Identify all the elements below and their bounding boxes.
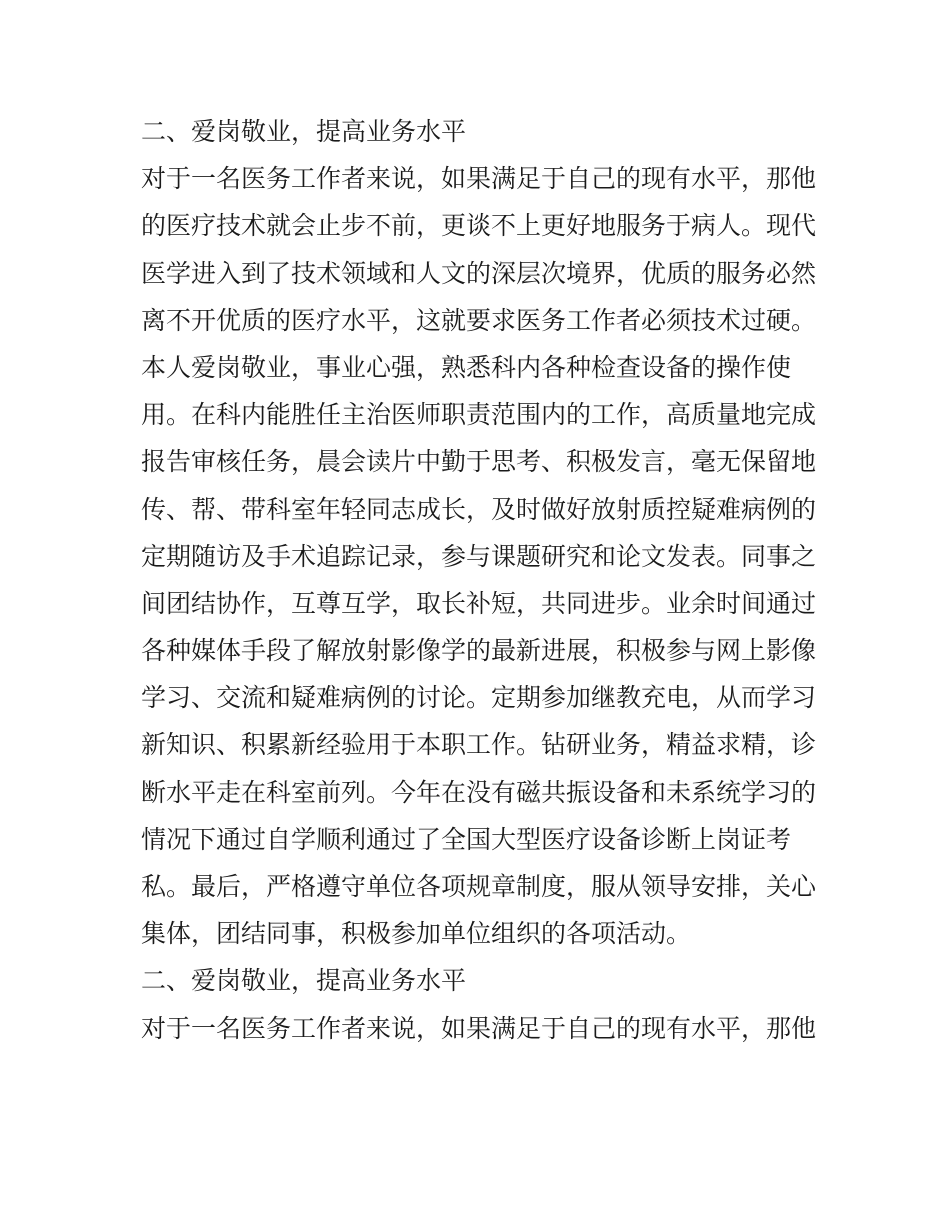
paragraph-line: 传、帮、带科室年轻同志成长，及时做好放射质控疑难病例的 — [141, 494, 817, 524]
paragraph-line: 对于一名医务工作者来说，如果满足于自己的现有水平，那他 — [141, 1013, 817, 1043]
paragraph-line: 报告审核任务，晨会读片中勤于思考、积极发言，毫无保留地 — [141, 447, 817, 477]
paragraph-line: 用。在科内能胜任主治医师职责范围内的工作，高质量地完成 — [141, 400, 817, 430]
document-body — [141, 108, 821, 1052]
paragraph-line: 私。最后，严格遵守单位各项规章制度，服从领导安排，关心 — [141, 872, 817, 901]
paragraph-line: 对于一名医务工作者来说，如果满足于自己的现有水平，那他 — [141, 164, 817, 194]
paragraph-line: 集体，团结同事，积极参加单位组织的各项活动。 — [141, 919, 692, 949]
section-heading: 二、爱岗敬业，提高业务水平 — [141, 117, 467, 146]
paragraph-line: 断水平走在科室前列。今年在没有磁共振设备和未系统学习的 — [141, 777, 817, 807]
paragraph-line: 离不开优质的医疗水平，这就要求医务工作者必须技术过硬。 — [141, 305, 817, 335]
paragraph-line: 情况下通过自学顺利通过了全国大型医疗设备诊断上岗证考 — [141, 824, 792, 854]
paragraph-line: 定期随访及手术追踪记录，参与课题研究和论文发表。同事之 — [141, 541, 817, 571]
paragraph-line: 医学进入到了技术领域和人文的深层次境界，优质的服务必然 — [141, 258, 817, 288]
section-heading: 二、爱岗敬业，提高业务水平 — [141, 966, 467, 996]
paragraph-line: 学习、交流和疑难病例的讨论。定期参加继教充电，从而学习 — [141, 683, 817, 713]
paragraph-line: 各种媒体手段了解放射影像学的最新进展，积极参与网上影像 — [141, 636, 817, 666]
paragraph-line: 间团结协作，互尊互学，取长补短，共同进步。业余时间通过 — [141, 588, 817, 618]
paragraph-line: 新知识、积累新经验用于本职工作。钻研业务，精益求精，诊 — [141, 730, 817, 760]
paragraph-line: 本人爱岗敬业，事业心强，熟悉科内各种检查设备的操作使 — [141, 352, 792, 382]
paragraph-line: 的医疗技术就会止步不前，更谈不上更好地服务于病人。现代 — [141, 211, 817, 241]
